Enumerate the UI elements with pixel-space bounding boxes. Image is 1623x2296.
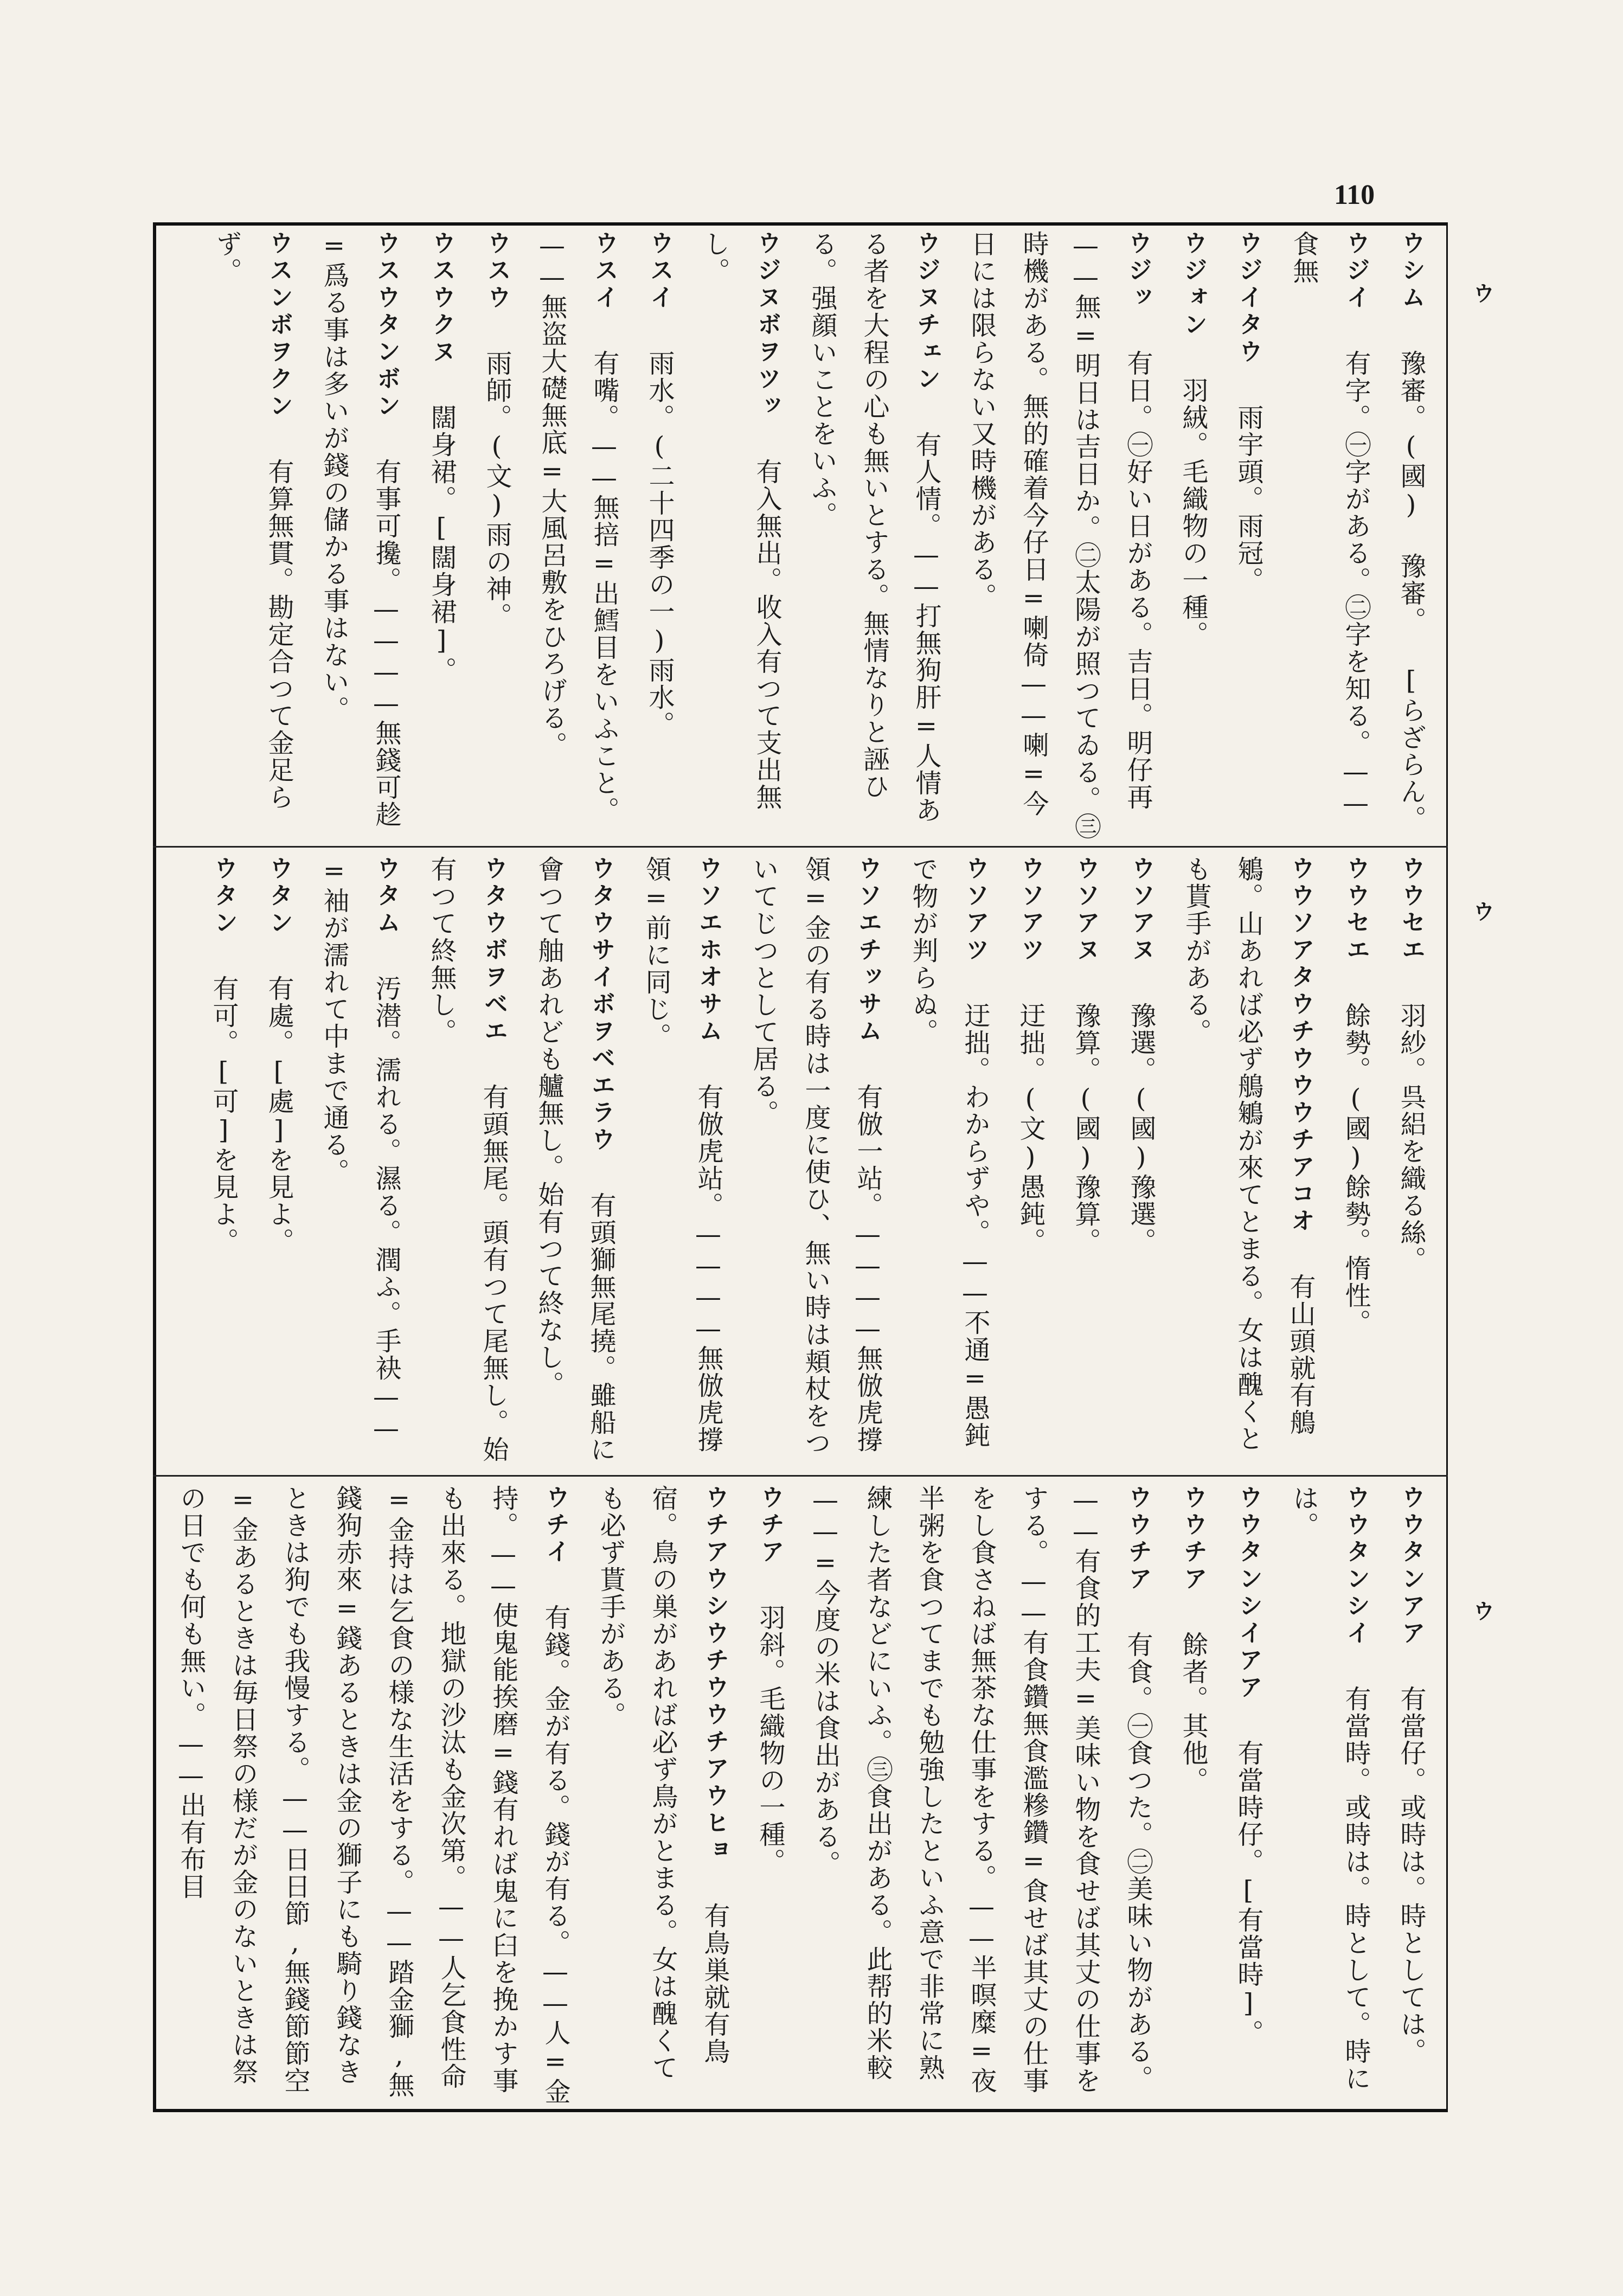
dictionary-entry [415,230,467,841]
entry-headword: ウスウクヌ [428,230,456,366]
dictionary-entry [585,1485,741,2106]
dictionary-entry [1004,856,1056,1468]
dictionary-entry [796,230,952,841]
dictionary-entry [1222,1485,1274,2106]
entry-headword: ウソアツ [1017,856,1044,964]
entry-definition: 餘者。其他。 [1178,1631,1208,1794]
entry-definition: 有倣一站。————無倣虎撐領=金の有る時は一度に使ひ、無い時は頬杖をついてじつとして居る。 [748,856,883,1457]
dictionary-entry [1385,230,1437,841]
entry-headword: ウソエチッサム [854,856,882,1046]
entry-definition: 有當仔。或時は。時としては。 [1396,1685,1426,2065]
dictionary-entry [201,230,305,841]
entry-definition: 豫算。(國)豫算。 [1070,1002,1101,1255]
entry-definition: 有當時仔。[有當時]。 [1233,1740,1263,2047]
dictionary-entry [1060,856,1112,1468]
dictionary-entry [744,1485,796,2106]
entry-headword: ウスイ [591,230,618,312]
entry-headword: ウスウタンボン [373,230,400,420]
entry-headword: ウタン [265,856,293,937]
dictionary-entry [1222,230,1274,841]
entry-definition: 雨宇頭。雨冠。 [1233,404,1263,594]
entry-definition: 有人情。——打無狗肝=人情ある者を大程の心も無いとする。無情なりと誣ひる。强顔いことをいふ。 [807,230,941,824]
entry-headword: ウソアツ [961,856,989,964]
entry-headword: ウスウ [483,230,511,312]
entry-headword: ウジヌチェン [913,230,940,393]
entry-definition: 有日。㊀好い日がある。吉日。明仔再——無=明日は吉日か。㊁太陽が照つてゐる。㊂時機がある。無的確着今仔日=喇倚——喇=今日には限らない又時機がある。 [966,230,1153,840]
entry-definition: 雨水。(二十四季の一)雨水。 [644,350,675,738]
entry-definition: 有錢。金が有る。錢が有る。——人=金持。——使鬼能挨磨=錢有れば鬼に臼を挽かす事も出來る。地獄の沙汰も金次第。——人乞食性命=金持は乞食の様な生活をする。——踏金獅,無錢狗赤來=錢あるときは金の獅子にも騎り錢なきときは狗でも我慢する。——日日節,無錢節節空=金あるときは毎日祭の様だが金のないときは祭の日でも何も無い。——出有布目 [176,1485,570,2105]
dictionary-tier-top [163,230,1437,841]
entry-headword: ウスンボヲクン [265,230,293,420]
dictionary-entry [308,856,412,1468]
entry-headword: ウタン [210,856,238,937]
dictionary-entry [955,230,1164,841]
dictionary-entry [1115,856,1167,1468]
entry-definition: 迂拙。わからずや。——不通=愚鈍で物が判らぬ。 [908,856,990,1449]
page-number: 110 [1334,179,1375,210]
entry-headword: ウソアヌ [1072,856,1100,964]
entry-definition: 羽紗。呉絽を織る絲。 [1396,1002,1426,1273]
dictionary-entry [1385,856,1437,1468]
dictionary-tier-bottom [163,1485,1437,2106]
entry-headword: ウジヌボヲツッ [753,230,781,420]
dictionary-entry [737,856,894,1468]
entry-definition: 豫選。(國)豫選。 [1126,1002,1156,1255]
dictionary-entry [897,856,1001,1468]
entry-headword: ウチアウシウチウウチアウヒョ [701,1485,729,1864]
tier-divider [153,1475,1448,1477]
entry-headword: ウチイ [542,1485,569,1566]
entry-headword: ウチア [756,1485,784,1566]
dictionary-entry [165,1485,581,2106]
entry-definition: 迂拙。(文)愚鈍。 [1015,1002,1045,1255]
entry-definition: 有頭獅無尾撓。雖船に會つて舳あれども艫無し。始有つて終なし。 [534,856,616,1463]
dictionary-entry [1385,1485,1437,2106]
entry-headword: ウウタンシイアア [1235,1485,1262,1702]
entry-headword: ウジッ [1124,230,1152,312]
entry-headword: ウソエホオサム [695,856,722,1046]
dictionary-entry [415,856,519,1468]
dictionary-entry [1170,856,1326,1468]
entry-headword: ウウタンシイ [1342,1485,1370,1647]
dictionary-entry [630,856,734,1468]
entry-headword: ウタウボヲベエ [480,856,508,1046]
dictionary-entry [1278,1485,1382,2106]
entry-headword: ウスイ [646,230,673,312]
tier-divider [153,846,1448,848]
dictionary-entry [471,230,523,841]
side-marker-middle: ウ [1470,900,1495,927]
dictionary-entry [1167,1485,1219,2106]
entry-definition: 羽絨。毛織物の一種。 [1178,377,1208,648]
entry-definition: 有食。㊀食つた。㊁美味い物がある。——有食的工夫=美味い物を食せば其丈の仕事をする。——有食鑽無食濫糝鑽=食せば其丈の仕事をし食さねば無茶な仕事をする。——半暝糜=夜半粥を食つてまでも勉強したといふ意で非常に熟練した者などにいふ。㊂食出がある。此帮的米較——=今度の米は食出がある。 [810,1485,1153,2094]
dictionary-entry [523,856,627,1468]
entry-definition: 有頭無尾。頭有つて尾無し。始有つて終無し。 [426,856,509,1463]
dictionary-entry [1167,230,1219,841]
dictionary-entry [308,230,412,841]
entry-headword: ウウセエ [1342,856,1370,964]
dictionary-entry [689,230,793,841]
dictionary-entry [526,230,630,841]
entry-headword: ウウチア [1124,1485,1152,1593]
dictionary-entry [633,230,685,841]
dictionary-entry [1330,856,1382,1468]
entry-headword: ウタム [373,856,400,937]
entry-headword: ウジイタウ [1235,230,1262,366]
dictionary-entry [1278,230,1382,841]
entry-headword: ウシム [1397,230,1425,312]
entry-definition: 有算無貫。勘定合つて金足らず。 [211,230,294,811]
entry-headword: ウウソアタウチウウウチアコオ [1287,856,1314,1235]
entry-definition: 有可。[可]を見よ。 [208,975,239,1255]
entry-definition: 有事可攙。————無錢可趁=爲る事は多いが錢の儲かる事はない。 [319,230,401,828]
entry-headword: ウソアヌ [1127,856,1155,964]
entry-definition: 有倣虎站。————無倣虎撐領=前に同じ。 [641,856,723,1453]
entry-headword: ウタウサイボヲベエラウ [587,856,615,1154]
side-marker-bottom: ウ [1470,1600,1495,1627]
dictionary-entry [799,1485,1164,2106]
dictionary-tier-middle [163,856,1437,1468]
entry-headword: ウジォン [1179,230,1207,339]
dictionary-entry [197,856,249,1468]
entry-definition: 有當時。或時は。時として。時には。 [1288,1485,1371,2092]
entry-definition: 有處。[處]を見よ。 [264,975,294,1255]
entry-definition: 有山頭就有鵃鵴。山あれば必ず鵃鵴が來てとまる。女は醜くとも貰手がある。 [1181,856,1316,1452]
entry-headword: ウウチア [1179,1485,1207,1593]
entry-definition: 羽斜。毛織物の一種。 [755,1604,785,1875]
entry-headword: ウジイ [1342,230,1370,312]
entry-definition: 豫審。(國) 豫審。 [らざらん。 [1396,350,1426,832]
entry-definition: 有鳥巣就有鳥宿。鳥の巣があれば必ず鳥がとまる。女は醜くても必ず貰手がある。 [595,1485,730,2081]
dictionary-entry [253,856,305,1468]
entry-definition: 有字。㊀字がある。㊁字を知る。——食無 [1288,230,1371,819]
entry-definition: 闊身裙。[闊身裙]。 [426,404,457,684]
entry-definition: 餘勢。(國)餘勢。惰性。 [1340,1002,1371,1336]
side-marker-top: ウ [1470,282,1495,309]
entry-definition: 雨師。(文)雨の神。 [482,350,512,630]
entry-definition: 汚潜。濡れる。濕る。潤ふ。手袂——=袖が濡れて中まで通る。 [319,856,401,1445]
entry-definition: 有入無出。收入有つて支出無し。 [700,230,782,811]
entry-headword: ウウセエ [1397,856,1425,964]
entry-headword: ウウタンアア [1397,1485,1425,1647]
entry-definition: 有嘴。——無掊=出鱈目をいふこと。——無盗大礎無底=大風呂敷をひろげる。 [537,230,619,824]
